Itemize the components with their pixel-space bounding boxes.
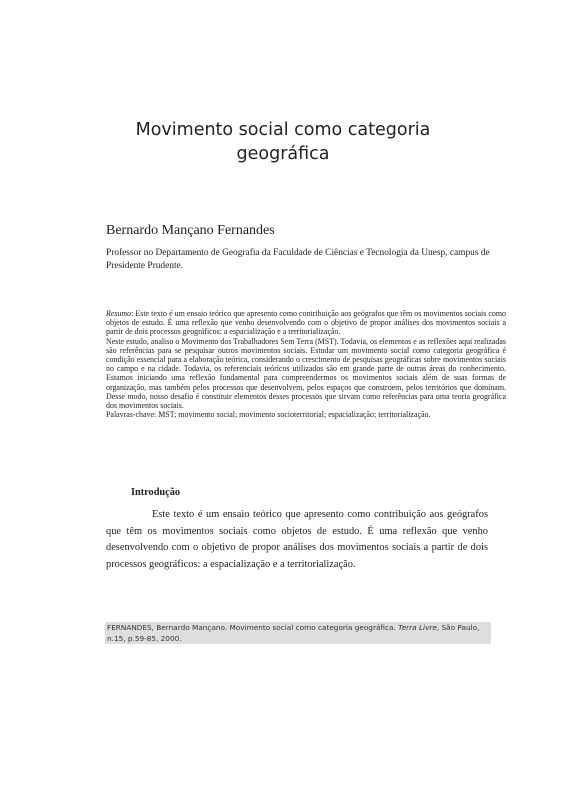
abstract [106, 309, 506, 419]
paper-title [60, 118, 506, 166]
author-affiliation: Professor no Departamento de Geografia da Faculdade de Ciências e Tecnologia da Unesp, campus de Presidente Prudente. [106, 248, 490, 271]
citation-box [105, 622, 491, 644]
citation-journal: Terra Livre [398, 623, 437, 632]
abstract-label: Resumo [106, 309, 132, 318]
abstract-paragraph-1 [106, 309, 506, 337]
abstract-text-1: : Este texto é um ensaio teórico que apresento como contribuição aos geógrafos que têm os movimentos sociais como objetos de estudo. É uma reflexão que venho desenvolvendo com o objetivo de propor análises dos movimentos sociais a partir de dois processos geográficos: a espacialização e a territorialização. [106, 309, 506, 337]
abstract-paragraph-2: Neste estudo, analiso o Movimento dos Trabalhadores Sem Terra (MST). Todavia, os elementos e as reflexões aqui realizadas são referências para se pesquisar outros movimentos sociais. Estudar um movimento social como categoria geográfica é condição essencial para a elaboração teórica, considerando o crescimento de pesquisas geográficas sobre movimentos sociais no campo e na cidade. Todavia, os referenciais teóricos utilizados são em grande parte de outras áreas do conhecimento. Estamos iniciando uma reflexão fundamental para compreendermos os movimentos sociais além de suas formas de organização, mas também pelos processos que desenvolvem, pelos espaços que constroem, pelos territórios que dominam. Desse modo, nosso desafio é constituir elementos desses processos que sirvam como referências para uma teoria geográfica dos movimentos sociais. [106, 336, 506, 411]
section-heading-introduction: Introdução [131, 487, 181, 498]
introduction-paragraph: Este texto é um ensaio teórico que apresento como contribuição aos geógrafos que têm os movimentos sociais como objetos de estudo. É uma reflexão que venho desenvolvendo com o objetivo de propor análises dos movimentos sociais a partir de dois processos geográficos: a espacialização e a territorialização. [106, 509, 488, 570]
keywords: Palavras-chave: MST; movimento social; movimento socioterritorial; espacialização; territorialização. [106, 410, 431, 420]
title-line-2: geográfica [236, 144, 330, 164]
citation-text-before: FERNANDES, Bernardo Mançano. Movimento social como categoria geográfica. [107, 623, 399, 632]
title-line-1: Movimento social como categoria [135, 120, 431, 140]
citation-text-after: , São Paulo, n.15, p.59-85, 2000. [107, 623, 480, 643]
author-name: Bernardo Mançano Fernandes [106, 223, 275, 238]
introduction-body [106, 507, 488, 573]
